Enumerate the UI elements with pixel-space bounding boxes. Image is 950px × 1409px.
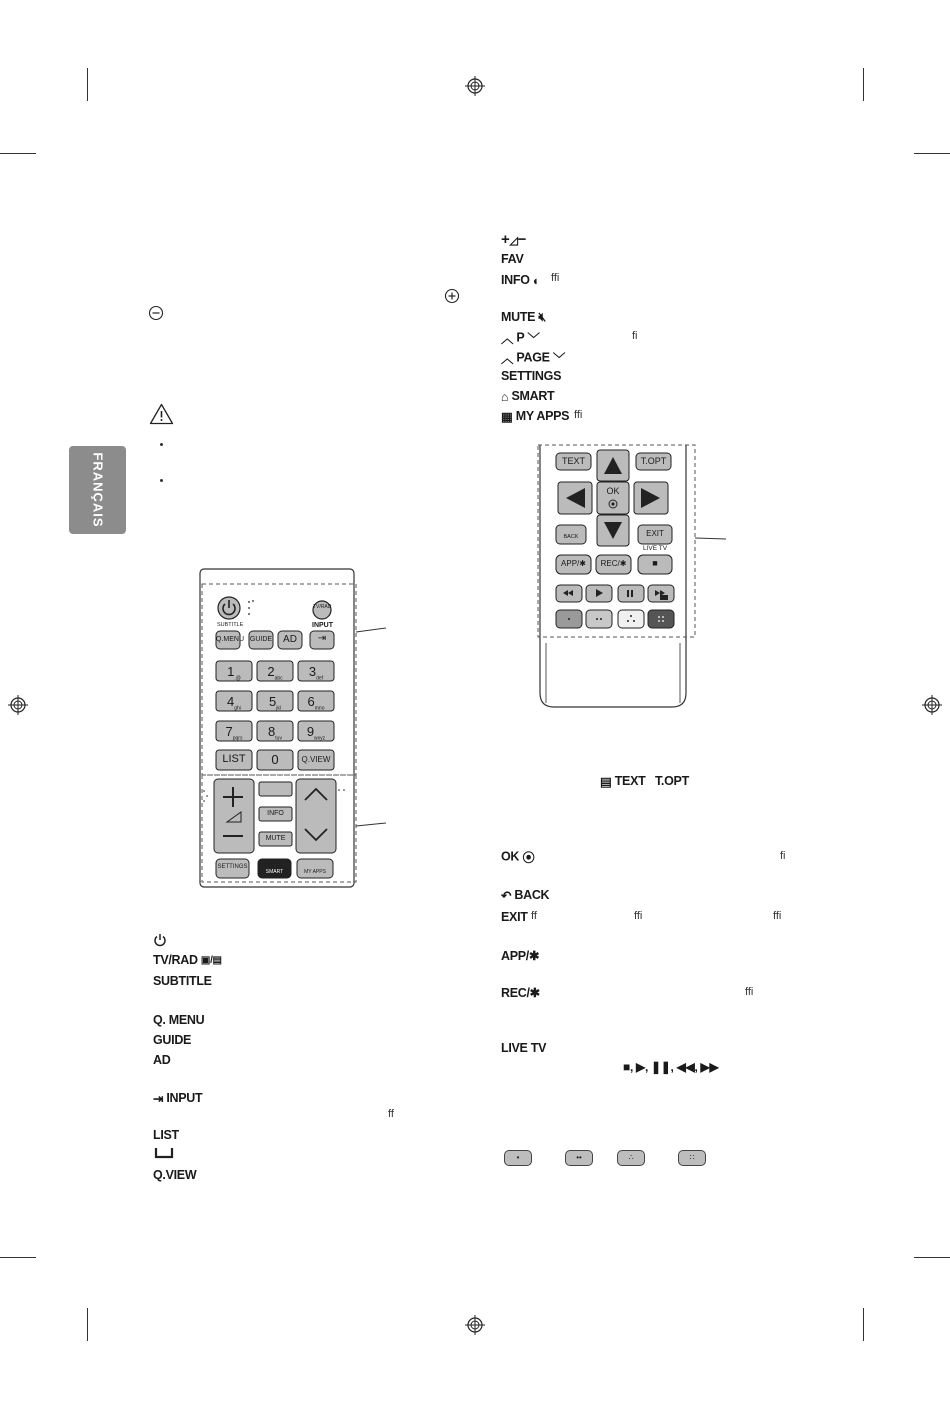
remote-zero-key: 0 bbox=[271, 752, 279, 767]
power-icon bbox=[153, 933, 167, 947]
remote-settings-key: SETTINGS bbox=[217, 864, 248, 870]
space-key-icon bbox=[154, 1147, 174, 1159]
crop-mark bbox=[863, 68, 864, 101]
ligature-fragment: fi bbox=[632, 330, 638, 342]
crop-mark bbox=[863, 1308, 864, 1341]
remote-bottom-illustration bbox=[536, 443, 736, 711]
remote-digit-7: $7_{pqrs}$ bbox=[225, 724, 243, 742]
ligature-fragment: ff bbox=[388, 1108, 394, 1120]
crop-mark bbox=[0, 153, 36, 154]
crop-mark bbox=[914, 1257, 950, 1258]
remote-digit-1: $1_{.@}$ bbox=[227, 664, 241, 682]
chevron-down-icon: ﹀ bbox=[552, 352, 566, 366]
remote-digit-4: $4_{ghi}$ bbox=[227, 694, 241, 712]
green-key: •• bbox=[565, 1150, 593, 1166]
remote-digit-3: $3_{def}$ bbox=[308, 664, 324, 682]
key-subtitle: SUBTITLE bbox=[153, 974, 212, 988]
crop-mark bbox=[87, 1308, 88, 1341]
zoom-out-icon bbox=[148, 305, 164, 321]
remote-smart-key: SMART bbox=[265, 869, 284, 875]
remote-info-key: INFO bbox=[267, 810, 284, 817]
remote-digit-2: $2_{abc}$ bbox=[267, 664, 283, 682]
key-settings: SETTINGS bbox=[501, 369, 562, 383]
info-icon: ◐ bbox=[532, 273, 541, 288]
remote-qmenu-key: Q.MENU bbox=[216, 636, 244, 643]
crop-mark bbox=[87, 68, 88, 101]
key-info: INFO ◐ bbox=[501, 273, 541, 288]
language-side-tab bbox=[69, 446, 126, 534]
crop-mark bbox=[0, 1257, 36, 1258]
key-app: APP/✱ bbox=[501, 949, 540, 963]
remote-mute-key: MUTE bbox=[265, 835, 286, 842]
registration-mark-icon bbox=[8, 695, 28, 715]
key-ok: OK ⦿ bbox=[501, 849, 535, 865]
remote-digit-9: $9_{wxyz}$ bbox=[306, 724, 326, 742]
key-list: LIST bbox=[153, 1128, 179, 1142]
key-ad: AD bbox=[153, 1053, 171, 1067]
remote-app-key: APP/✱ bbox=[561, 559, 586, 568]
side-tab-label: FRANÇAIS bbox=[90, 452, 105, 528]
remote-ad-key: AD bbox=[283, 634, 297, 645]
playback-icons: ■, ▶, ❚❚, ◀◀, ▶▶ bbox=[623, 1060, 719, 1074]
key-livetv: LIVE TV bbox=[501, 1041, 547, 1055]
registration-mark-icon bbox=[922, 695, 942, 715]
ligature-fragment: ffi bbox=[773, 910, 782, 922]
remote-subtitle-label: SUBTITLE bbox=[217, 622, 244, 628]
crop-mark bbox=[914, 153, 950, 154]
key-qview: Q.VIEW bbox=[153, 1168, 197, 1182]
home-icon: ⌂ bbox=[501, 389, 509, 404]
remote-exit-key: EXIT bbox=[646, 529, 664, 538]
key-back: ↶ BACK bbox=[501, 888, 550, 904]
yellow-key: ∴ bbox=[617, 1150, 645, 1166]
key-tv-rad: TV/RAD ▣/▤ bbox=[153, 953, 222, 967]
chevron-down-icon: ﹀ bbox=[527, 332, 540, 346]
key-myapps: ▦ MY APPS bbox=[501, 409, 570, 425]
remote-digit-6: $6_{mno}$ bbox=[307, 694, 325, 712]
remote-input-key-icon: ⇥ bbox=[317, 633, 327, 644]
remote-list-key: LIST bbox=[222, 753, 246, 765]
red-key: • bbox=[504, 1150, 532, 1166]
grid-icon: ▦ bbox=[501, 410, 513, 425]
key-fav: FAV bbox=[501, 252, 524, 266]
remote-stop-key-icon: ■ bbox=[652, 558, 658, 568]
bullet bbox=[160, 443, 163, 446]
key-program: ︿ P ﹀ bbox=[501, 330, 540, 346]
chevron-up-icon: ︿ bbox=[501, 352, 514, 366]
key-input: ⇥ INPUT bbox=[153, 1091, 203, 1107]
remote-myapps-key: MY APPS bbox=[304, 869, 326, 875]
remote-topt-key: T.OPT bbox=[640, 456, 667, 466]
remote-livetv-label: LIVE TV bbox=[642, 545, 668, 552]
ligature-fragment: ffi bbox=[745, 986, 754, 998]
chevron-up-icon: ︿ bbox=[501, 332, 514, 346]
key-guide: GUIDE bbox=[153, 1033, 192, 1047]
remote-text-key: TEXT bbox=[562, 456, 586, 466]
remote-digit-8: $8_{tuv}$ bbox=[268, 724, 282, 742]
ok-dot-icon: ⦿ bbox=[522, 851, 535, 865]
remote-input-label: INPUT bbox=[312, 622, 333, 629]
tv-radio-icon: ▣/▤ bbox=[200, 955, 222, 967]
warning-icon bbox=[149, 403, 174, 425]
ligature-fragment: fi bbox=[780, 850, 786, 862]
input-icon: ⇥ bbox=[153, 1092, 164, 1107]
remote-ok-key: OK bbox=[606, 486, 620, 496]
bullet bbox=[160, 479, 163, 482]
remote-qview-key: Q.VIEW bbox=[301, 755, 331, 764]
remote-rec-key: REC/✱ bbox=[600, 559, 627, 568]
remote-back-key: BACK bbox=[563, 534, 579, 540]
key-volume: +◿− bbox=[501, 231, 527, 248]
key-smart: ⌂ SMART bbox=[501, 389, 555, 404]
key-text-topt: ▤ TEXT T.OPT bbox=[600, 774, 689, 790]
registration-mark-icon bbox=[465, 76, 485, 96]
registration-mark-icon bbox=[465, 1315, 485, 1335]
key-exit: EXIT bbox=[501, 910, 528, 924]
ligature-fragment: ffi bbox=[574, 409, 583, 421]
ligature-fragment: ff bbox=[531, 910, 537, 922]
key-rec: REC/✱ bbox=[501, 986, 540, 1000]
ligature-fragment: ffi bbox=[634, 910, 643, 922]
key-mute: MUTE 🔇︎ bbox=[501, 310, 546, 325]
key-page: ︿ PAGE ﹀ bbox=[501, 350, 566, 366]
key-qmenu: Q. MENU bbox=[153, 1013, 205, 1027]
zoom-in-icon bbox=[444, 288, 460, 304]
mute-icon: 🔇︎ bbox=[538, 310, 546, 325]
remote-digit-5: $5_{jkl}$ bbox=[269, 694, 281, 712]
remote-tvrad-label: TV/RAD bbox=[313, 604, 332, 610]
blue-key: ∷ bbox=[678, 1150, 706, 1166]
ligature-fragment: ffi bbox=[551, 272, 560, 284]
teletext-icon: ▤ bbox=[600, 775, 612, 790]
back-arrow-icon: ↶ bbox=[501, 889, 512, 904]
remote-guide-key: GUIDE bbox=[249, 636, 273, 643]
